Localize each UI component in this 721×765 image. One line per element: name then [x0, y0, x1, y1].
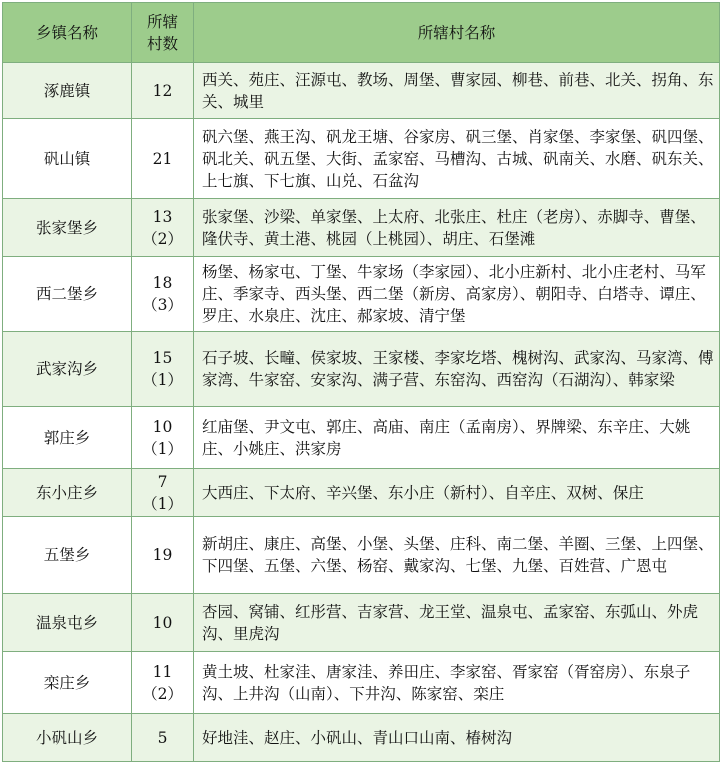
- header-villages: 所辖村名称: [194, 3, 720, 63]
- count-value: 15: [152, 349, 173, 367]
- table-row: [3, 257, 720, 332]
- count-cell: [132, 594, 194, 652]
- count-value: 21: [152, 149, 173, 168]
- town-cell: 栾庄乡: [3, 652, 132, 714]
- town-cell: 武家沟乡: [3, 332, 132, 407]
- count-cell: [132, 652, 194, 714]
- town-cell: 涿鹿镇: [3, 63, 132, 119]
- villages-table: [2, 2, 720, 762]
- header-count: [132, 3, 194, 63]
- count-cell: [132, 469, 194, 517]
- count-extra: （2）: [142, 229, 183, 248]
- table-row: [3, 594, 720, 652]
- town-cell: 矾山镇: [3, 119, 132, 199]
- villages-cell: 杏园、窝铺、红彤营、吉家营、龙王堂、温泉屯、孟家窑、东弧山、外虎沟、里虎沟: [194, 594, 720, 652]
- count-extra: （1）: [142, 494, 183, 513]
- villages-cell: 大西庄、下太府、辛兴堡、东小庄（新村）、自辛庄、双树、保庄: [194, 469, 720, 517]
- count-value: 18: [152, 274, 173, 292]
- table-row: [3, 332, 720, 407]
- count-value: 12: [152, 81, 173, 100]
- count-value: 10: [152, 417, 173, 436]
- villages-cell: 红庙堡、尹文屯、郭庄、高庙、南庄（孟南房）、界牌梁、东辛庄、大姚庄、小姚庄、洪家房: [194, 407, 720, 469]
- header-count-line2: 村数: [146, 34, 178, 53]
- villages-cell: 西关、苑庄、汪源屯、教场、周堡、曹家园、柳巷、前巷、北关、拐角、东关、城里: [194, 63, 720, 119]
- table-row: [3, 119, 720, 199]
- town-cell: 东小庄乡: [3, 469, 132, 517]
- count-cell: [132, 119, 194, 199]
- count-cell: [132, 63, 194, 119]
- town-cell: 郭庄乡: [3, 407, 132, 469]
- table-row: [3, 469, 720, 517]
- table-row: [3, 407, 720, 469]
- table-row: [3, 517, 720, 594]
- villages-cell: 新胡庄、康庄、高堡、小堡、头堡、庄科、南二堡、羊圈、三堡、上四堡、下四堡、五堡、六堡、杨窑、戴家沟、七堡、九堡、百姓营、广恩屯: [194, 517, 720, 594]
- table-row: [3, 199, 720, 257]
- count-cell: [132, 407, 194, 469]
- count-value: 13: [152, 207, 173, 226]
- villages-cell: 黄土坡、杜家洼、唐家洼、养田庄、李家窑、胥家窑（胥窑房）、东泉子沟、上井沟（山南）、下井沟、陈家窑、栾庄: [194, 652, 720, 714]
- count-value: 19: [152, 546, 173, 564]
- count-cell: [132, 199, 194, 257]
- town-cell: 西二堡乡: [3, 257, 132, 332]
- count-value: 7: [157, 472, 168, 491]
- town-cell: 温泉屯乡: [3, 594, 132, 652]
- count-cell: [132, 517, 194, 594]
- villages-cell: 石子坡、长疃、侯家坡、王家楼、李家圪塔、槐树沟、武家沟、马家湾、傅家湾、牛家窑、安家沟、满子营、东窑沟、西窑沟（石湖沟）、韩家梁: [194, 332, 720, 407]
- count-cell: [132, 714, 194, 762]
- header-count-line1: 所辖: [146, 12, 178, 31]
- count-extra: （2）: [142, 684, 183, 703]
- town-cell: 小矾山乡: [3, 714, 132, 762]
- header-town: 乡镇名称: [3, 3, 132, 63]
- villages-cell: 好地洼、赵庄、小矾山、青山口山南、椿树沟: [194, 714, 720, 762]
- count-cell: [132, 332, 194, 407]
- count-extra: （3）: [142, 296, 183, 314]
- count-value: 11: [152, 662, 173, 681]
- villages-cell: 杨堡、杨家屯、丁堡、牛家场（李家园）、北小庄新村、北小庄老村、马军庄、季家寺、西头堡、西二堡（新房、高家房）、朝阳寺、白塔寺、谭庄、罗庄、水泉庄、沈庄、郝家坡、清宁堡: [194, 257, 720, 332]
- villages-cell: 矾六堡、燕王沟、矾龙王塘、谷家房、矾三堡、肖家堡、李家堡、矾四堡、矾北关、矾五堡、大街、孟家窑、马槽沟、古城、矾南关、水磨、矾东关、上七旗、下七旗、山兑、石盆沟: [194, 119, 720, 199]
- villages-cell: 张家堡、沙梁、单家堡、上太府、北张庄、杜庄（老房）、赤脚寺、曹堡、隆伏寺、黄土港、桃园（上桃园）、胡庄、石堡滩: [194, 199, 720, 257]
- count-value: 10: [152, 613, 173, 632]
- town-cell: 张家堡乡: [3, 199, 132, 257]
- count-cell: [132, 257, 194, 332]
- count-extra: （1）: [142, 439, 183, 458]
- count-value: 5: [157, 728, 168, 747]
- count-extra: （1）: [142, 371, 183, 389]
- header-row: [3, 3, 720, 63]
- table-row: [3, 652, 720, 714]
- table-row: [3, 63, 720, 119]
- table-row: [3, 714, 720, 762]
- town-cell: 五堡乡: [3, 517, 132, 594]
